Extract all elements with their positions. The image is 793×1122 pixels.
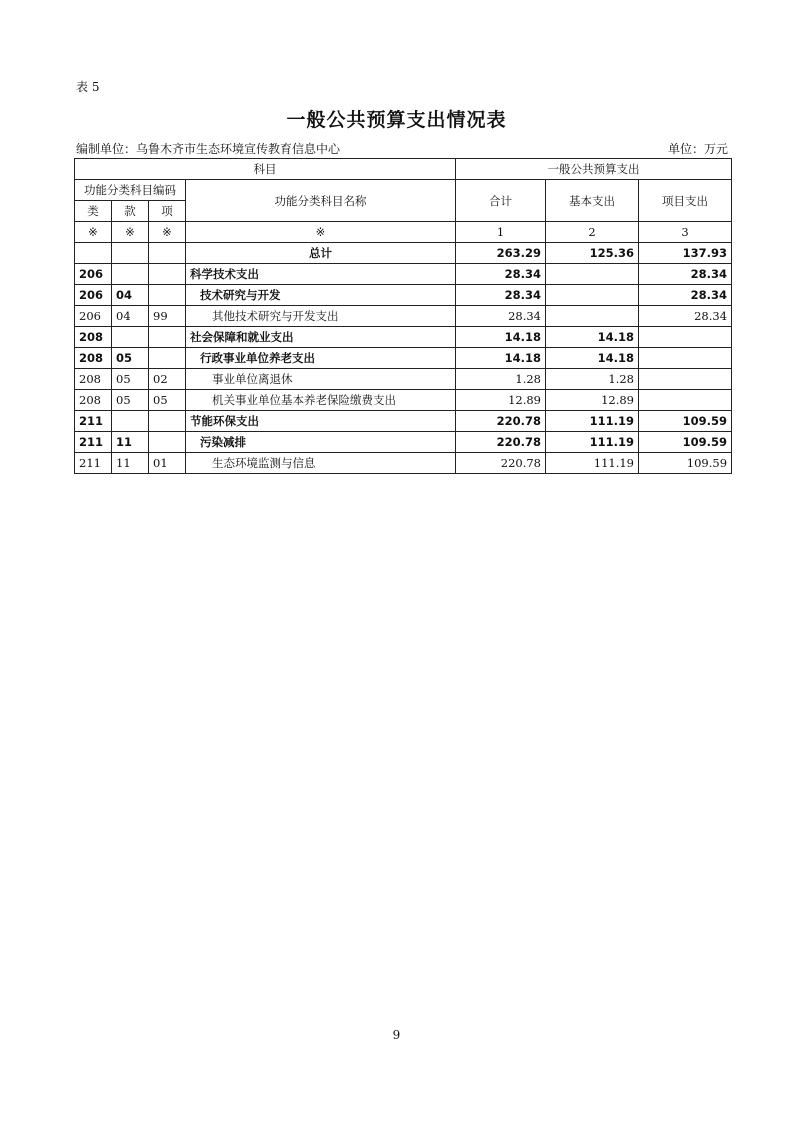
mark-xiang: ※ [149,222,186,243]
cell-kuan: 05 [112,348,149,369]
cell-kuan: 11 [112,432,149,453]
cell-total: 28.34 [456,264,546,285]
header-xiang: 项 [149,201,186,222]
cell-project: 28.34 [639,264,732,285]
cell-lei: 208 [75,369,112,390]
cell-name: 事业单位离退休 [186,369,456,390]
total-sum: 263.29 [456,243,546,264]
cell-project: 28.34 [639,285,732,306]
cell-kuan [112,411,149,432]
cell-xiang [149,285,186,306]
table-row [75,327,732,348]
cell-basic: 111.19 [546,411,639,432]
cell-project [639,327,732,348]
col-number-2: 2 [546,222,639,243]
cell-xiang [149,411,186,432]
header-name-col: 功能分类科目名称 [186,180,456,222]
header-row-4 [75,222,732,243]
table-header [75,159,732,243]
table-row [75,390,732,411]
header-row-2 [75,180,732,201]
cell-basic: 14.18 [546,348,639,369]
cell-name: 节能环保支出 [186,411,456,432]
cell-xiang [149,432,186,453]
cell-kuan: 05 [112,390,149,411]
cell-basic: 12.89 [546,390,639,411]
cell-name: 行政事业单位养老支出 [186,348,456,369]
cell-basic: 1.28 [546,369,639,390]
cell-basic: 111.19 [546,432,639,453]
header-budget-group: 一般公共预算支出 [456,159,732,180]
cell-total: 1.28 [456,369,546,390]
page-number: 9 [392,1028,401,1042]
cell-total: 220.78 [456,432,546,453]
table-label: 表 5 [76,80,100,94]
total-project: 137.93 [639,243,732,264]
mark-name: ※ [186,222,456,243]
cell-xiang: 02 [149,369,186,390]
header-total-col: 合计 [456,180,546,222]
cell-lei: 208 [75,327,112,348]
table-row [75,411,732,432]
mark-lei: ※ [75,222,112,243]
header-lei: 类 [75,201,112,222]
org-label: 编制单位：乌鲁木齐市生态环境宣传教育信息中心 [76,142,341,156]
header-project-col: 项目支出 [639,180,732,222]
cell-total: 28.34 [456,306,546,327]
table-row [75,453,732,474]
table-row [75,285,732,306]
header-basic-col: 基本支出 [546,180,639,222]
cell-lei: 211 [75,432,112,453]
cell-lei: 211 [75,453,112,474]
table-body [75,243,732,474]
cell-lei: 206 [75,285,112,306]
col-number-1: 1 [456,222,546,243]
header-kuan: 款 [112,201,149,222]
cell-lei: 208 [75,348,112,369]
cell-name: 机关事业单位基本养老保险缴费支出 [186,390,456,411]
cell-lei: 211 [75,411,112,432]
cell-total: 12.89 [456,390,546,411]
cell-xiang: 99 [149,306,186,327]
cell-total: 14.18 [456,348,546,369]
unit-label: 单位：万元 [667,142,728,156]
cell-basic [546,285,639,306]
table-row [75,264,732,285]
header-subject: 科目 [75,159,456,180]
cell-lei: 206 [75,264,112,285]
cell-xiang [149,348,186,369]
meta-row [76,140,730,157]
mark-kuan: ※ [112,222,149,243]
cell-basic [546,264,639,285]
cell-kuan: 05 [112,369,149,390]
table-row [75,432,732,453]
total-label: 总计 [186,243,456,264]
cell-project [639,369,732,390]
total-lei [75,243,112,264]
cell-kuan [112,327,149,348]
cell-name: 科学技术支出 [186,264,456,285]
cell-project: 109.59 [639,453,732,474]
total-basic: 125.36 [546,243,639,264]
cell-name: 社会保障和就业支出 [186,327,456,348]
total-kuan [112,243,149,264]
cell-kuan: 04 [112,306,149,327]
cell-basic: 111.19 [546,453,639,474]
cell-basic: 14.18 [546,327,639,348]
header-row-1 [75,159,732,180]
cell-xiang [149,327,186,348]
cell-total: 220.78 [456,411,546,432]
cell-name: 其他技术研究与开发支出 [186,306,456,327]
cell-project [639,390,732,411]
table-row [75,348,732,369]
cell-name: 技术研究与开发 [186,285,456,306]
cell-xiang: 05 [149,390,186,411]
cell-total: 28.34 [456,285,546,306]
cell-name: 污染减排 [186,432,456,453]
header-code-group: 功能分类科目编码 [75,180,186,201]
cell-kuan: 11 [112,453,149,474]
cell-project: 109.59 [639,411,732,432]
cell-total: 14.18 [456,327,546,348]
total-row [75,243,732,264]
cell-total: 220.78 [456,453,546,474]
col-number-3: 3 [639,222,732,243]
total-xiang [149,243,186,264]
cell-lei: 208 [75,390,112,411]
cell-xiang [149,264,186,285]
page-title: 一般公共预算支出情况表 [286,109,507,131]
cell-project: 28.34 [639,306,732,327]
table-row [75,306,732,327]
budget-table [74,158,732,474]
cell-lei: 206 [75,306,112,327]
cell-xiang: 01 [149,453,186,474]
cell-project [639,348,732,369]
cell-kuan: 04 [112,285,149,306]
cell-project: 109.59 [639,432,732,453]
cell-basic [546,306,639,327]
cell-kuan [112,264,149,285]
cell-name: 生态环境监测与信息 [186,453,456,474]
table-row [75,369,732,390]
